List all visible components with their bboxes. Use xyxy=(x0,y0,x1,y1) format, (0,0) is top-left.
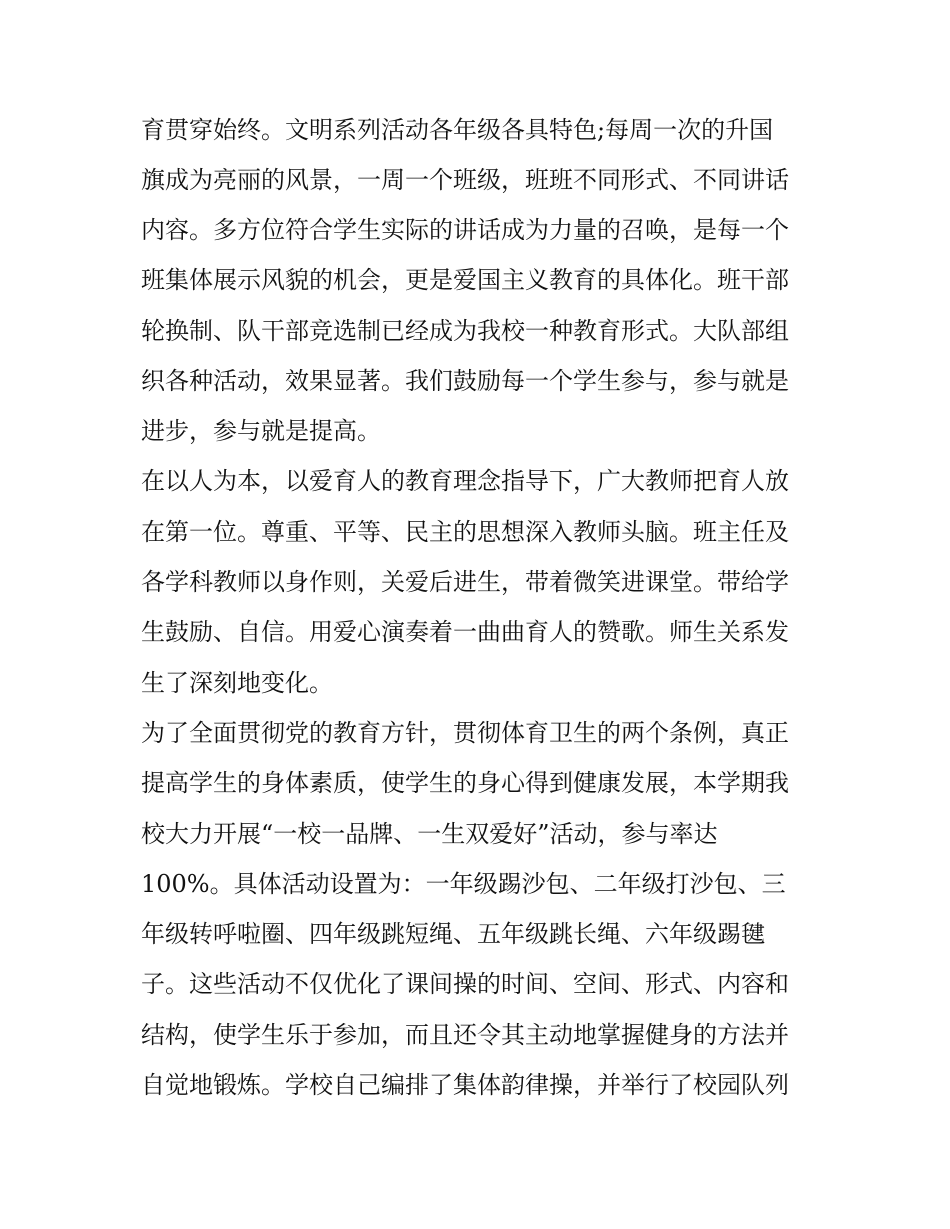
text-line: 100%。具体活动设置为：一年级踢沙包、二年级打沙包、三 xyxy=(141,870,786,898)
text-line: 旗成为亮丽的风景，一周一个班级，班班不同形式、不同讲话 xyxy=(141,166,789,194)
text-line: 生鼓励、自信。用爱心演奏着一曲曲育人的赞歌。师生关系发 xyxy=(141,618,789,646)
text-line: 为了全面贯彻党的教育方针，贯彻体育卫生的两个条例，真正 xyxy=(141,719,789,747)
text-line: 在以人为本，以爱育人的教育理念指导下，广大教师把育人放 xyxy=(141,467,789,495)
text-line: 轮换制、队干部竞选制已经成为我校一种教育形式。大队部组 xyxy=(141,317,789,345)
text-line: 在第一位。尊重、平等、民主的思想深入教师头脑。班主任及 xyxy=(141,518,789,546)
text-line: 年级转呼啦圈、四年级跳短绳、五年级跳长绳、六年级踢毽 xyxy=(141,920,765,948)
text-line: 结构，使学生乐于参加，而且还令其主动地掌握健身的方法并 xyxy=(141,1021,789,1049)
text-line: 内容。多方位符合学生实际的讲话成为力量的召唤，是每一个 xyxy=(141,216,789,244)
text-line: 提高学生的身体素质，使学生的身心得到健康发展，本学期我 xyxy=(141,769,789,797)
text-line: 校大力开展“一校一品牌、一生双爱好”活动，参与率达 xyxy=(141,820,718,848)
text-line: 育贯穿始终。文明系列活动各年级各具特色;每周一次的升国 xyxy=(141,116,774,144)
text-line: 子。这些活动不仅优化了课间操的时间、空间、形式、内容和 xyxy=(141,970,789,998)
text-line: 进步，参与就是提高。 xyxy=(141,417,381,445)
text-line: 织各种活动，效果显著。我们鼓励每一个学生参与，参与就是 xyxy=(141,367,789,395)
text-line: 班集体展示风貌的机会，更是爱国主义教育的具体化。班干部 xyxy=(141,266,789,294)
text-line: 自觉地锻炼。学校自己编排了集体韵律操，并举行了校园队列 xyxy=(141,1071,789,1099)
text-line: 各学科教师以身作则，关爱后进生，带着微笑进课堂。带给学 xyxy=(141,568,789,596)
text-line: 生了深刻地变化。 xyxy=(141,669,333,697)
